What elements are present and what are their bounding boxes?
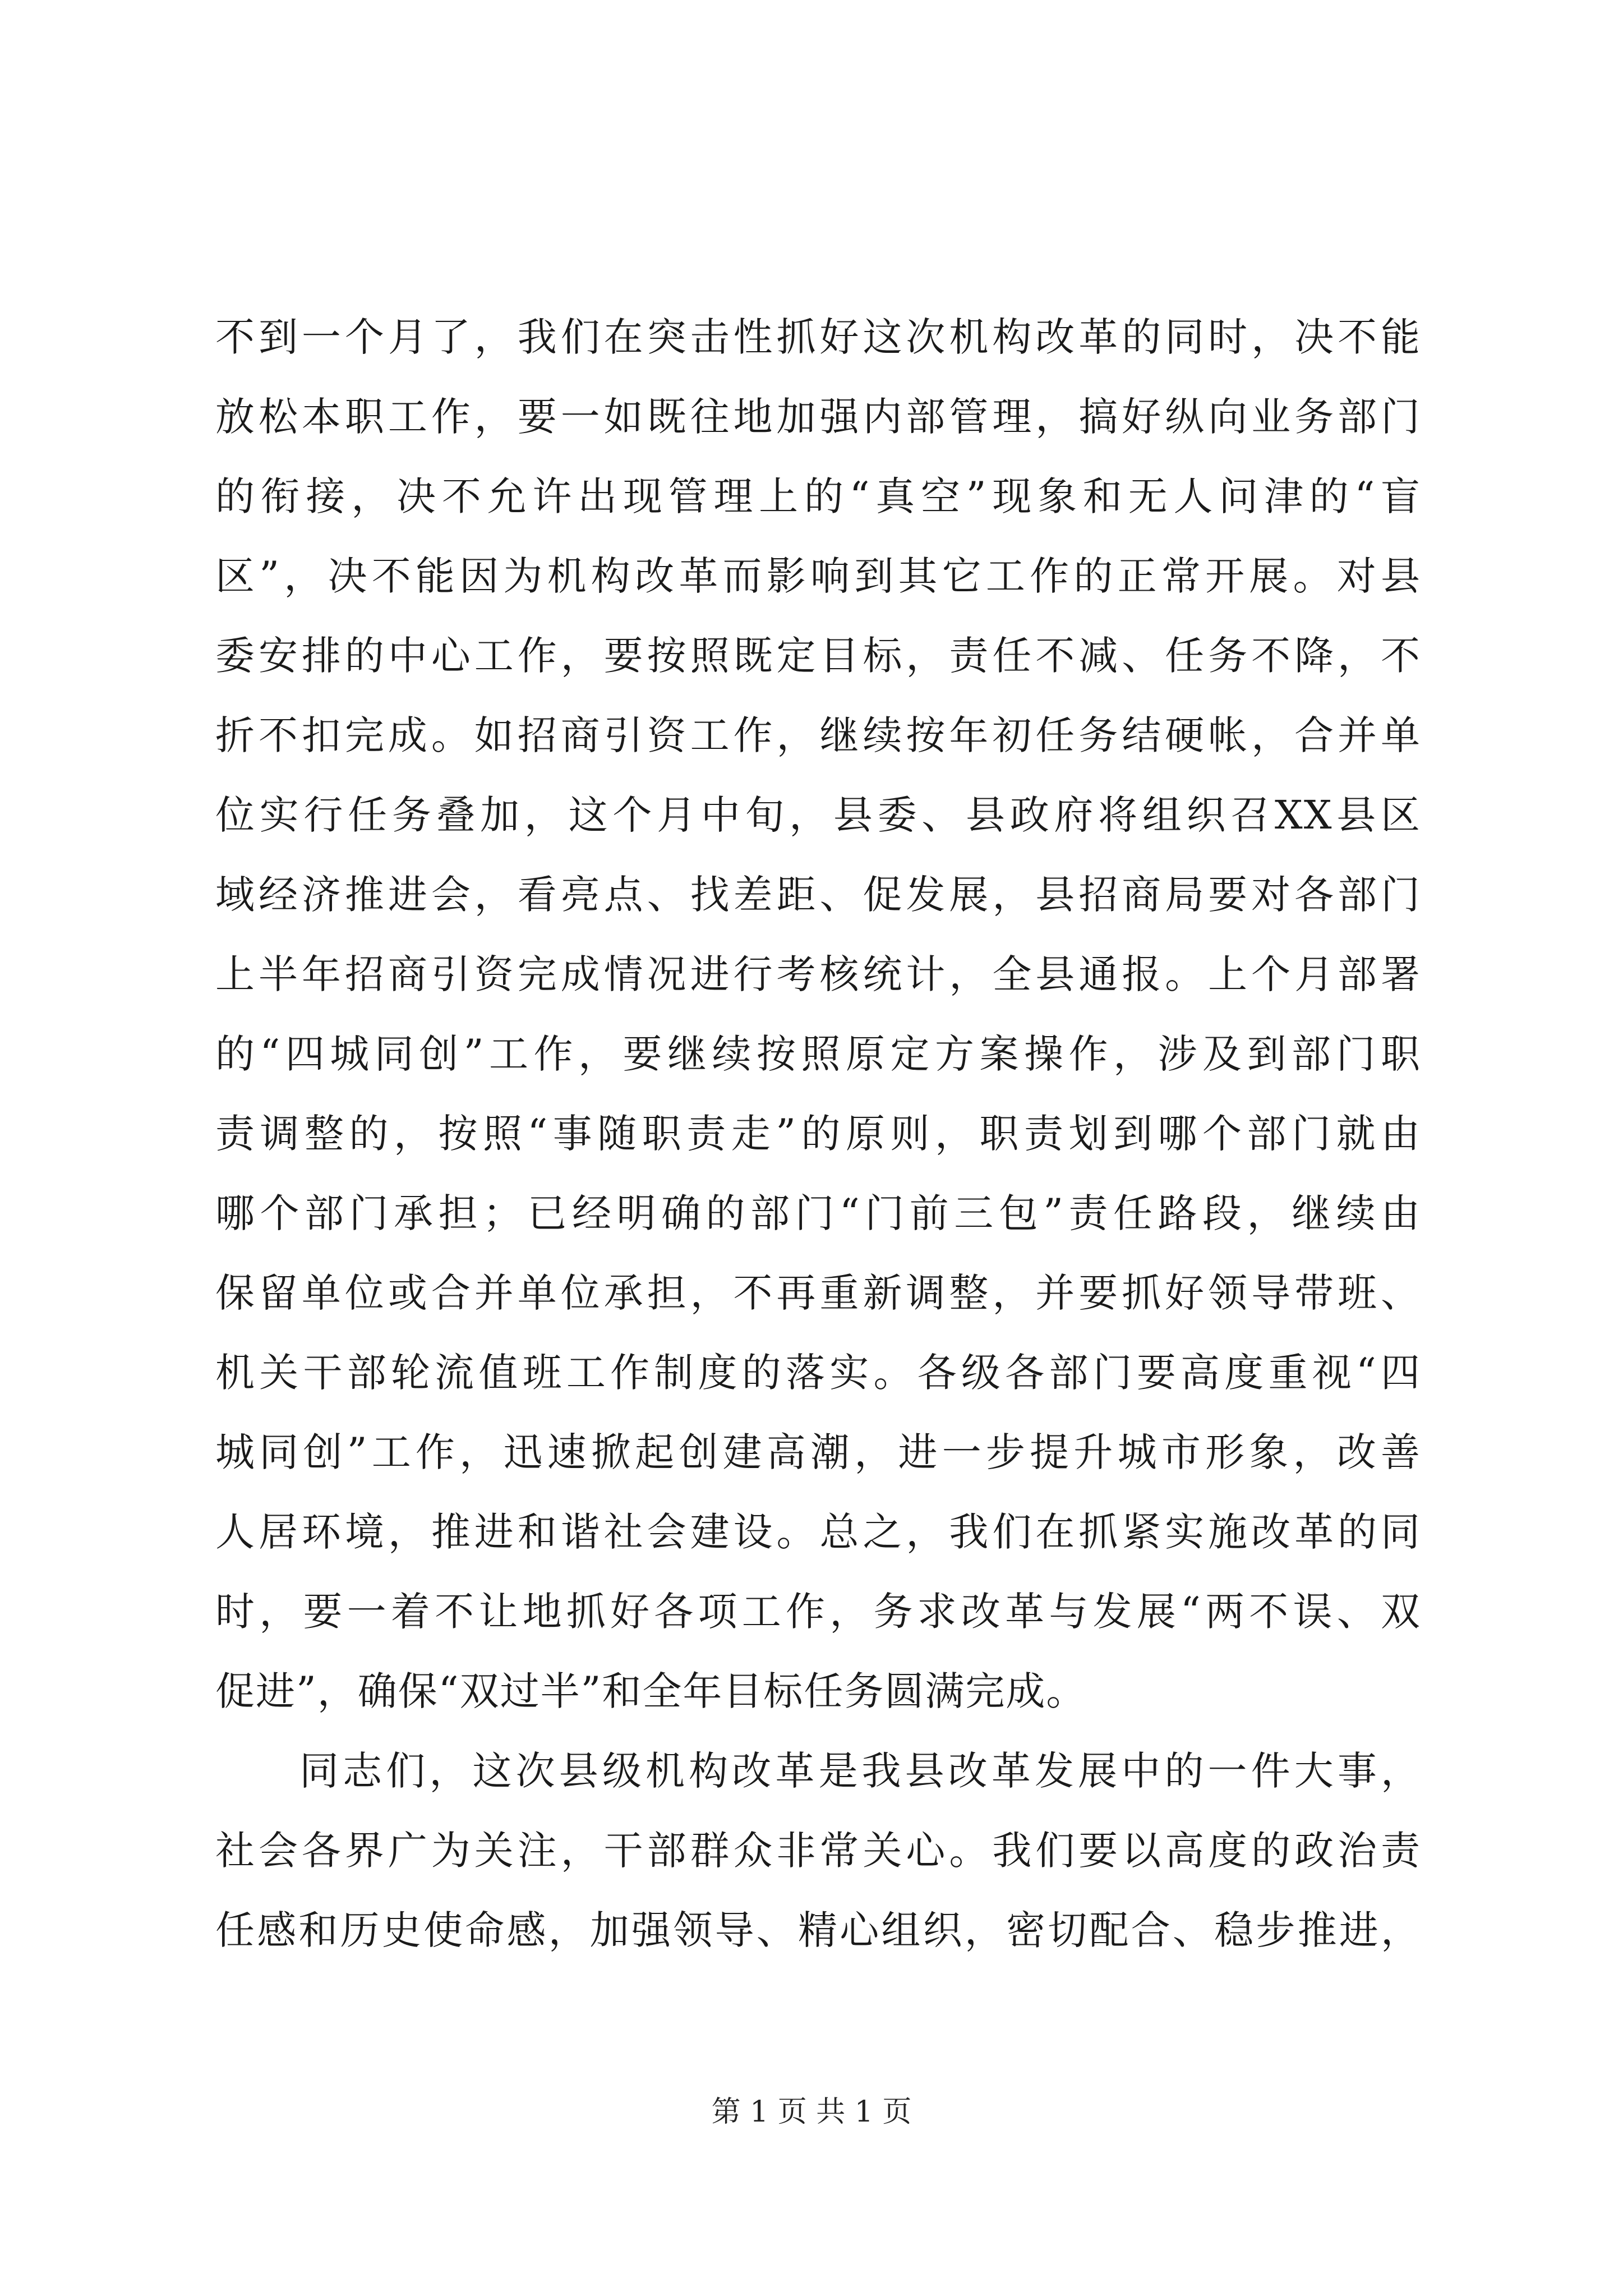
text-line: 域经济推进会，看亮点、找差距、促发展，县招商局要对各部门: [215, 872, 1421, 918]
page-footer: [0, 2092, 1623, 2132]
text-line: 机关干部轮流值班工作制度的落实。各级各部门要高度重视“四: [215, 1350, 1421, 1396]
text-line: 委安排的中心工作，要按照既定目标，责任不减、任务不降，不: [215, 633, 1421, 679]
text-line: 的衔接，决不允许出现管理上的“真空”现象和无人问津的“盲: [215, 473, 1421, 519]
text-line: 任感和历史使命感，加强领导、精心组织，密切配合、稳步推进，: [215, 1907, 1421, 1953]
text-line: 时，要一着不让地抓好各项工作，务求改革与发展“两不误、双: [215, 1589, 1421, 1635]
text-line: 责调整的，按照“事随职责走”的原则，职责划到哪个部门就由: [215, 1111, 1421, 1157]
text-line: 社会各界广为关注，干部群众非常关心。我们要以高度的政治责: [215, 1828, 1421, 1874]
text-line: 哪个部门承担；已经明确的部门“门前三包”责任路段，继续由: [215, 1190, 1421, 1236]
text-line: 保留单位或合并单位承担，不再重新调整，并要抓好领导带班、: [215, 1270, 1421, 1316]
text-line: 城同创”工作，迅速掀起创建高潮，进一步提升城市形象，改善: [215, 1429, 1421, 1475]
text-line: 同志们，这次县级机构改革是我县改革发展中的一件大事，: [299, 1748, 1421, 1794]
text-line: 上半年招商引资完成情况进行考核统计，全县通报。上个月部署: [215, 951, 1421, 997]
text-line: 区”，决不能因为机构改革而影响到其它工作的正常开展。对县: [215, 553, 1421, 599]
text-line: 位实行任务叠加，这个月中旬，县委、县政府将组织召XX县区: [215, 792, 1421, 838]
text-line: 促进”，确保“双过半”和全年目标任务圆满完成。: [215, 1668, 1087, 1714]
paragraph-1: [215, 297, 1421, 1731]
text-line: 折不扣完成。如招商引资工作，继续按年初任务结硬帐，合并单: [215, 712, 1421, 758]
page-number-label: 第 1 页 共 1 页: [711, 2095, 912, 2129]
text-line: 的“四城同创”工作，要继续按照原定方案操作，涉及到部门职: [215, 1031, 1421, 1077]
text-line: 不到一个月了，我们在突击性抓好这次机构改革的同时，决不能: [215, 314, 1421, 360]
text-line: 人居环境，推进和谐社会建设。总之，我们在抓紧实施改革的同: [215, 1509, 1421, 1555]
text-line: 放松本职工作，要一如既往地加强内部管理，搞好纵向业务部门: [215, 394, 1421, 440]
paragraph-2: [215, 1731, 1421, 1970]
document-body: [215, 297, 1421, 1970]
